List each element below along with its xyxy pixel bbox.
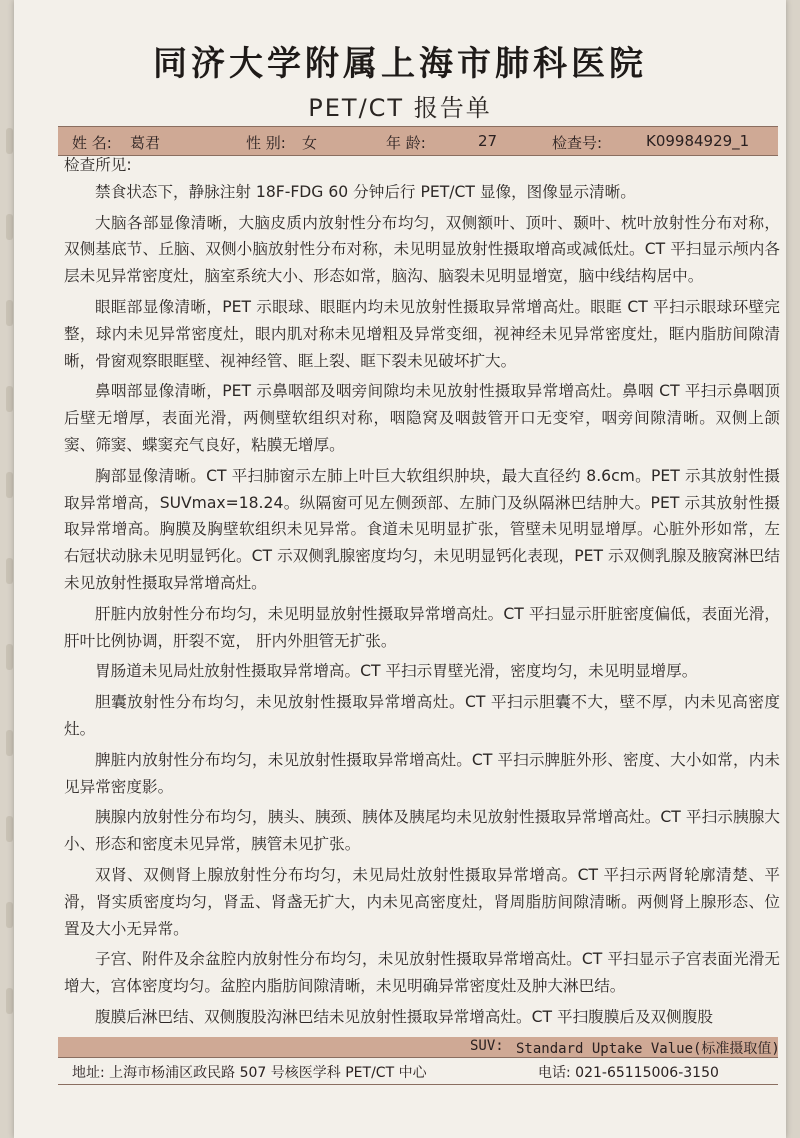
report-title: PET/CT 报告单 (308, 94, 492, 122)
findings-paragraph: 胆囊放射性分布均匀，未见放射性摄取异常增高灶。CT 平扫示胆囊不大，壁不厚，内未见高密度灶。 (64, 693, 780, 738)
binder-hole (6, 644, 13, 670)
age-label: 年 龄: (386, 134, 426, 152)
suv-note (58, 1037, 778, 1058)
suv-description: Standard Uptake Value(标准摄取值) (516, 1041, 780, 1057)
exam-number-value: K09984929_1 (646, 132, 750, 150)
findings-paragraph: 双肾、双侧肾上腺放射性分布均匀，未见局灶放射性摄取异常增高。CT 平扫示两肾轮廓清楚、平滑，肾实质密度均匀，肾盂、肾盏无扩大，内未见高密度灶，肾周脂肪间隙清晰。两侧肾上腺形态、位置及大小无异常。 (64, 865, 780, 938)
findings-paragraph: 胸部显像清晰。CT 平扫肺窗示左肺上叶巨大软组织肿块，最大直径约 8.6cm。PET 示其放射性摄取异常增高，SUVmax=18.24。纵隔窗可见左侧颈部、左肺门及纵隔淋巴结肿大。PET 示其放射性摄取异常增高。胸膜及胸壁软组织未见异常。食道未见明显扩张，管壁未见明显增厚。心脏外形如常，左右冠状动脉未见明显钙化。CT 示双侧乳腺密度均匀，未见明显钙化表现，PET 示双侧乳腺及腋窝淋巴结未见放射性摄取异常增高灶。 (64, 466, 780, 592)
exam-number-label: 检查号: (552, 134, 603, 152)
binder-hole (6, 300, 13, 326)
binder-hole (6, 902, 13, 928)
binder-holes (0, 0, 14, 1138)
findings-paragraph: 腹膜后淋巴结、双侧腹股沟淋巴结未见放射性摄取异常增高灶。CT 平扫腹膜后及双侧腹股 (95, 1007, 713, 1026)
findings-paragraph: 肝脏内放射性分布均匀，未见明显放射性摄取异常增高灶。CT 平扫显示肝脏密度偏低，表面光滑，肝叶比例协调，肝裂不宽， 肝内外胆管无扩张。 (64, 604, 780, 650)
findings-paragraph: 胰腺内放射性分布均匀，胰头、胰颈、胰体及胰尾均未见放射性摄取异常增高灶。CT 平扫示胰腺大小、形态和密度未见异常，胰管未见扩张。 (64, 808, 780, 854)
findings-paragraph: 鼻咽部显像清晰，PET 示鼻咽部及咽旁间隙均未见放射性摄取异常增高灶。鼻咽 CT 平扫示鼻咽顶后壁无增厚，表面光滑，两侧壁软组织对称，咽隐窝及咽鼓管开口无变窄，咽旁间隙清晰。双侧上颌窦、筛窦、蝶窦充气良好，粘膜无增厚。 (64, 382, 780, 454)
name-label: 姓 名: (72, 134, 112, 152)
name-value: 葛君 (130, 134, 161, 152)
binder-hole (6, 816, 13, 842)
footer-phone: 电话: 021-65115006-3150 (538, 1065, 719, 1081)
binder-hole (6, 128, 13, 154)
findings-paragraph: 子宫、附件及余盆腔内放射性分布均匀，未见放射性摄取异常增高灶。CT 平扫显示子宫表面光滑无增大，宫体密度均匀。盆腔内脂肪间隙清晰，未见明确异常密度灶及肿大淋巴结。 (64, 950, 780, 996)
binder-hole (6, 988, 13, 1014)
findings-section (64, 152, 780, 1035)
sex-label: 性 别: (246, 134, 286, 152)
age-value: 27 (478, 132, 498, 150)
binder-hole (6, 386, 13, 412)
binder-hole (6, 214, 13, 240)
report-sheet (14, 0, 786, 1138)
binder-hole (6, 558, 13, 584)
findings-paragraph: 禁食状态下，静脉注射 18F-FDG 60 分钟后行 PET/CT 显像，图像显示清晰。 (95, 182, 636, 201)
findings-paragraph: 胃肠道未见局灶放射性摄取异常增高。CT 平扫示胃壁光滑，密度均匀，未见明显增厚。 (95, 662, 698, 681)
suv-label: SUV: (470, 1038, 504, 1054)
findings-paragraph: 眼眶部显像清晰，PET 示眼球、眼眶内均未见放射性摄取异常增高灶。眼眶 CT 平扫示眼球环壁完整，球内未见异常密度灶，眼内肌对称未见增粗及异常变细，视神经未见异常密度灶，眶内脂肪间隙清晰，骨窗观察眼眶壁、视神经管、眶上裂、眶下裂未见破坏扩大。 (64, 297, 780, 370)
findings-paragraph: 脾脏内放射性分布均匀，未见放射性摄取异常增高灶。CT 平扫示脾脏外形、密度、大小如常，内未见异常密度影。 (64, 750, 780, 796)
findings-heading: 检查所见: (64, 156, 132, 174)
binder-hole (6, 730, 13, 756)
sex-value: 女 (302, 134, 318, 152)
hospital-name: 同济大学附属上海市肺科医院 (153, 44, 647, 84)
binder-hole (6, 472, 13, 498)
findings-paragraph: 大脑各部显像清晰，大脑皮质内放射性分布均匀，双侧额叶、顶叶、颞叶、枕叶放射性分布对称，双侧基底节、丘脑、双侧小脑放射性分布对称，未见明显放射性摄取增高或减低灶。CT 平扫显示颅内各层未见异常密度灶，脑室系统大小、形态如常，脑沟、脑裂未见明显增宽，脑中线结构居中。 (64, 213, 780, 286)
footer-address: 地址: 上海市杨浦区政民路 507 号核医学科 PET/CT 中心 (72, 1065, 427, 1081)
report-footer (58, 1060, 778, 1085)
